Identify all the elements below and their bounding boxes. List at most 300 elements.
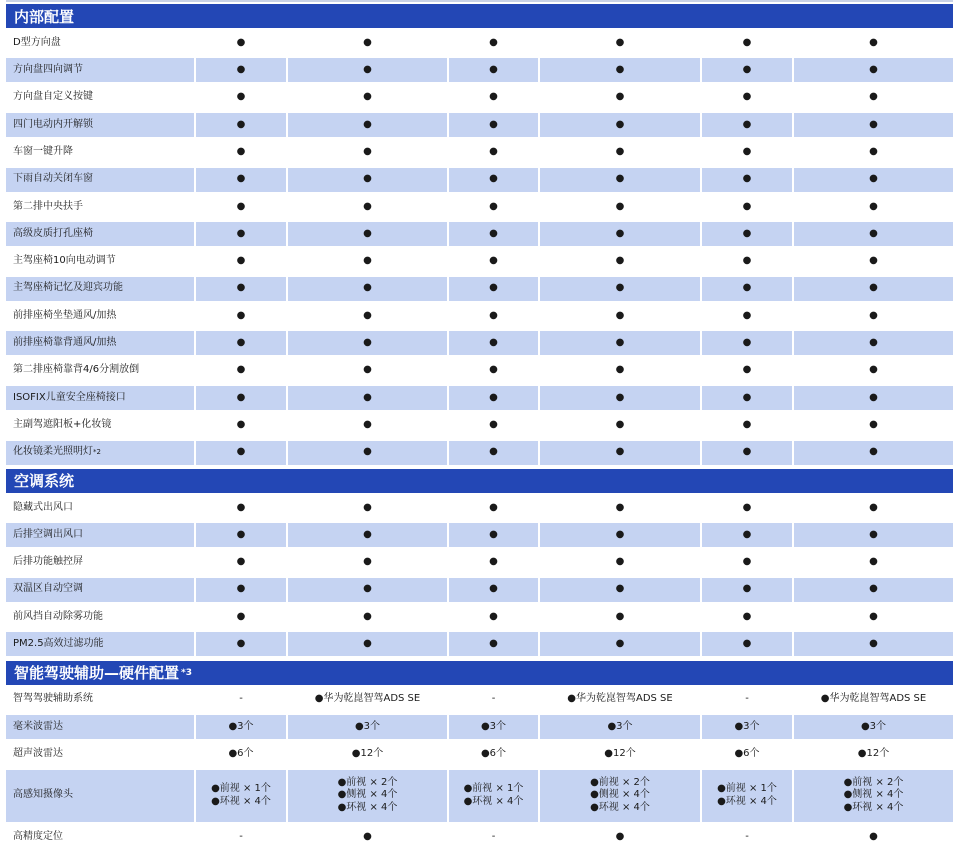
value-cell	[794, 413, 953, 437]
value-cell	[794, 550, 953, 574]
value-text: ●	[363, 638, 372, 650]
value-text: ●	[489, 556, 498, 568]
value-cell	[196, 413, 286, 437]
value-cell	[794, 578, 953, 602]
value-cell	[702, 31, 792, 55]
value-text: ●	[363, 556, 372, 568]
table-row	[6, 331, 953, 355]
value-text: ●	[489, 255, 498, 267]
row-label	[6, 31, 194, 55]
value-text: ●	[869, 391, 878, 403]
value-text: ●环视 × 4个	[211, 795, 271, 807]
value-text: ●侧视 × 4个	[337, 789, 398, 801]
row-label	[6, 140, 194, 164]
value-text: ●	[615, 830, 625, 842]
row-label	[6, 632, 194, 656]
value-text: ●	[869, 227, 878, 239]
value-cell	[540, 86, 700, 110]
value-cell	[540, 195, 700, 219]
value-text: ●前视 × 1个	[463, 783, 524, 794]
row-label	[6, 496, 194, 520]
value-cell	[449, 277, 538, 301]
value-cell	[196, 688, 286, 712]
value-cell	[702, 277, 792, 301]
row-label-text: 车窗一键升降	[13, 145, 73, 157]
value-cell	[288, 304, 447, 328]
value-text: ●	[489, 309, 498, 321]
value-cell	[794, 523, 953, 547]
value-text: ●	[236, 200, 246, 212]
value-cell	[702, 578, 792, 602]
value-cell	[196, 31, 286, 55]
value-cell	[288, 578, 447, 602]
value-cell	[794, 715, 953, 739]
row-label-text: 后排功能触控屏	[13, 556, 83, 568]
value-cell	[794, 386, 953, 410]
value-text: ●	[236, 309, 246, 321]
value-text: ●	[489, 446, 498, 458]
value-cell	[288, 770, 447, 822]
row-label	[6, 825, 194, 849]
value-text: ●前视 × 2个	[590, 776, 650, 788]
value-text: ●	[363, 200, 372, 212]
value-text: ●	[742, 91, 752, 103]
value-text: -	[491, 830, 496, 842]
value-text: ●	[615, 556, 625, 568]
value-text: ●3个	[354, 720, 381, 732]
row-label-text: 后排空调出风口	[13, 528, 83, 540]
value-text: ●	[489, 36, 498, 48]
value-cell	[288, 688, 447, 712]
table-row	[6, 578, 953, 602]
value-cell	[449, 550, 538, 574]
value-cell	[794, 441, 953, 465]
value-cell	[449, 31, 538, 55]
value-cell	[449, 168, 538, 192]
value-cell	[540, 304, 700, 328]
value-text: ●	[615, 528, 625, 540]
value-text: ●	[869, 255, 878, 267]
table-row	[6, 113, 953, 137]
value-cell	[702, 113, 792, 137]
value-cell	[540, 331, 700, 355]
row-label	[6, 86, 194, 110]
row-label	[6, 168, 194, 192]
value-cell	[794, 222, 953, 246]
value-cell	[794, 277, 953, 301]
value-cell	[288, 140, 447, 164]
value-cell	[196, 825, 286, 849]
value-cell	[702, 742, 792, 766]
section-title: 空调系统	[14, 472, 75, 491]
value-text: ●3个	[228, 720, 254, 732]
table-row	[6, 168, 953, 192]
value-text: ●	[742, 309, 752, 321]
value-text: ●	[489, 337, 498, 349]
value-cell	[288, 58, 447, 82]
value-text: ●	[363, 255, 372, 267]
value-cell	[794, 770, 953, 822]
value-cell	[702, 605, 792, 629]
value-cell	[794, 31, 953, 55]
row-label	[6, 441, 194, 465]
value-text: ●6个	[734, 747, 760, 759]
row-label	[6, 742, 194, 766]
row-label	[6, 359, 194, 383]
value-cell	[288, 413, 447, 437]
value-cell	[196, 496, 286, 520]
value-text: ●	[869, 118, 878, 130]
value-text: ●	[869, 556, 878, 568]
row-label	[6, 523, 194, 547]
value-cell	[196, 86, 286, 110]
value-cell	[794, 331, 953, 355]
value-text: ●	[363, 418, 372, 430]
value-text: ●	[236, 638, 246, 650]
value-text: ●	[363, 64, 372, 76]
row-label-text: 第二排座椅靠背4/6分割放倒	[13, 364, 140, 376]
value-text: ●	[489, 528, 498, 540]
value-text: ●	[236, 583, 246, 595]
value-text: ●	[363, 501, 372, 513]
row-label-text: 高精度定位	[13, 830, 63, 842]
value-cell	[449, 688, 538, 712]
table-row	[6, 632, 953, 656]
value-text: -	[745, 693, 749, 705]
value-cell	[288, 605, 447, 629]
value-text: ●	[489, 391, 498, 403]
value-cell	[702, 249, 792, 273]
value-cell	[449, 304, 538, 328]
table-row	[6, 688, 953, 712]
top-divider	[6, 0, 953, 2]
value-cell	[196, 359, 286, 383]
value-cell	[196, 249, 286, 273]
value-cell	[196, 195, 286, 219]
value-text: ●	[869, 282, 878, 294]
value-cell	[702, 496, 792, 520]
row-label-text: 主驾座椅记忆及迎宾功能	[13, 282, 123, 294]
value-cell	[540, 496, 700, 520]
value-cell	[540, 632, 700, 656]
value-text: ●	[236, 145, 246, 157]
value-text: ●	[742, 255, 752, 267]
value-cell	[196, 304, 286, 328]
table-row	[6, 58, 953, 82]
value-text: -	[491, 693, 496, 705]
value-text: ●	[236, 446, 246, 458]
value-text: ●环视 × 4个	[843, 801, 904, 813]
value-cell	[702, 825, 792, 849]
value-cell	[540, 249, 700, 273]
value-cell	[288, 331, 447, 355]
value-cell	[540, 140, 700, 164]
row-label	[6, 715, 194, 739]
value-cell	[288, 496, 447, 520]
row-label-text: PM2.5高效过滤功能	[13, 638, 104, 650]
value-cell	[540, 742, 700, 766]
value-text: ●	[615, 610, 625, 622]
section-title: 内部配置	[14, 7, 75, 26]
value-cell	[794, 632, 953, 656]
value-cell	[196, 605, 286, 629]
value-cell	[702, 86, 792, 110]
value-cell	[288, 86, 447, 110]
row-label	[6, 770, 194, 822]
value-text: ●	[742, 528, 752, 540]
value-cell	[288, 632, 447, 656]
value-text: ●	[363, 173, 372, 185]
value-text: ●	[869, 200, 878, 212]
value-text: ●	[489, 418, 498, 430]
value-text: ●	[363, 91, 372, 103]
value-cell	[702, 550, 792, 574]
value-cell	[196, 113, 286, 137]
value-cell	[540, 715, 700, 739]
value-cell	[288, 386, 447, 410]
value-cell	[540, 441, 700, 465]
row-label	[6, 249, 194, 273]
table-row	[6, 742, 953, 766]
value-cell	[196, 523, 286, 547]
value-text: ●	[363, 227, 372, 239]
value-text: ●	[615, 309, 625, 321]
value-cell	[540, 550, 700, 574]
value-cell	[288, 715, 447, 739]
value-text: ●12个	[857, 747, 890, 759]
value-text: ●华为乾崑智驾ADS SE	[820, 693, 927, 705]
value-cell	[702, 688, 792, 712]
value-cell	[288, 31, 447, 55]
value-text: ●	[869, 501, 878, 513]
section-header	[6, 469, 953, 493]
value-text: ●	[363, 610, 372, 622]
value-text: ●	[489, 64, 498, 76]
value-cell	[702, 770, 792, 822]
value-cell	[702, 441, 792, 465]
value-text: ●	[615, 64, 625, 76]
value-cell	[288, 277, 447, 301]
value-text: ●	[742, 282, 752, 294]
value-cell	[288, 195, 447, 219]
value-cell	[196, 550, 286, 574]
value-text: ●	[615, 446, 625, 458]
row-label-text: 智驾驾驶辅助系统	[13, 693, 93, 705]
value-text: ●	[742, 200, 752, 212]
value-cell	[794, 359, 953, 383]
value-text: ●	[363, 391, 372, 403]
value-text: ●	[363, 583, 372, 595]
table-row	[6, 441, 953, 465]
value-text: ●	[742, 36, 752, 48]
value-text: ●6个	[228, 747, 254, 759]
value-cell	[449, 222, 538, 246]
value-text: ●华为乾崑智驾ADS SE	[314, 693, 421, 705]
value-text: ●	[363, 282, 372, 294]
row-label	[6, 578, 194, 602]
value-cell	[449, 441, 538, 465]
value-text: ●	[869, 337, 878, 349]
value-cell	[540, 413, 700, 437]
row-label-text: 隐藏式出风口	[13, 501, 73, 513]
section-title: 智能驾驶辅助—硬件配置	[14, 664, 180, 683]
table-row	[6, 523, 953, 547]
value-text: ●3个	[480, 720, 507, 732]
row-label-text: 主驾座椅10向电动调节	[13, 255, 116, 267]
value-text: ●前视 × 2个	[843, 776, 904, 788]
value-text: ●	[742, 118, 752, 130]
row-label	[6, 331, 194, 355]
value-text: ●华为乾崑智驾ADS SE	[567, 693, 673, 705]
value-text: ●	[363, 446, 372, 458]
value-text: ●	[236, 528, 246, 540]
value-text: ●	[236, 173, 246, 185]
value-text: ●	[742, 64, 752, 76]
value-cell	[540, 578, 700, 602]
row-label	[6, 413, 194, 437]
value-cell	[288, 222, 447, 246]
value-cell	[449, 742, 538, 766]
table-row	[6, 605, 953, 629]
value-text: ●	[869, 610, 878, 622]
row-label	[6, 277, 194, 301]
value-text: ●	[615, 145, 625, 157]
row-label-text: 第二排中央扶手	[13, 200, 83, 212]
value-cell	[449, 140, 538, 164]
value-cell	[449, 825, 538, 849]
value-cell	[702, 413, 792, 437]
value-text: ●	[869, 446, 878, 458]
value-cell	[794, 58, 953, 82]
value-cell	[449, 605, 538, 629]
value-text: ●	[363, 118, 372, 130]
value-cell	[540, 386, 700, 410]
value-cell	[702, 359, 792, 383]
value-cell	[540, 222, 700, 246]
value-cell	[540, 688, 700, 712]
value-text: ●	[742, 145, 752, 157]
value-text: ●	[489, 501, 498, 513]
value-text: ●12个	[351, 747, 384, 759]
table-row	[6, 496, 953, 520]
value-text: ●	[363, 337, 372, 349]
value-text: ●	[615, 173, 625, 185]
table-row	[6, 304, 953, 328]
value-text: ●	[489, 118, 498, 130]
value-text: ●	[615, 337, 625, 349]
table-row	[6, 31, 953, 55]
value-text: ●	[615, 255, 625, 267]
value-cell	[540, 113, 700, 137]
value-text: ●	[236, 501, 246, 513]
table-row	[6, 386, 953, 410]
row-label-text: 四门电动内开解锁	[13, 118, 93, 130]
value-cell	[449, 359, 538, 383]
value-text: ●6个	[480, 747, 507, 759]
table-row	[6, 277, 953, 301]
row-label-text: 高级皮质打孔座椅	[13, 227, 93, 239]
value-cell	[196, 770, 286, 822]
row-label	[6, 386, 194, 410]
value-cell	[794, 742, 953, 766]
value-cell	[794, 113, 953, 137]
value-text: ●3个	[734, 720, 760, 732]
row-label-text: D型方向盘	[13, 36, 61, 48]
row-label-text: 方向盘自定义按键	[13, 91, 93, 103]
value-text: ●	[236, 227, 246, 239]
row-label-text: 高感知摄像头	[13, 789, 73, 801]
value-cell	[540, 523, 700, 547]
value-cell	[702, 168, 792, 192]
value-text: ●	[615, 227, 625, 239]
value-text: ●3个	[607, 720, 633, 732]
value-text: ●	[869, 36, 878, 48]
value-text: ●	[869, 528, 878, 540]
value-text: ●	[489, 610, 498, 622]
value-text: ●	[869, 91, 878, 103]
table-row	[6, 140, 953, 164]
value-cell	[449, 195, 538, 219]
table-row	[6, 413, 953, 437]
value-text: ●前视 × 1个	[211, 783, 271, 794]
value-text: ●	[236, 364, 246, 376]
value-text: ●	[489, 91, 498, 103]
table-row	[6, 86, 953, 110]
value-text: ●	[615, 418, 625, 430]
value-text: ●	[869, 638, 878, 650]
value-cell	[449, 578, 538, 602]
value-text: ●	[236, 556, 246, 568]
value-text: ●	[742, 227, 752, 239]
row-label	[6, 113, 194, 137]
value-text: ●	[742, 337, 752, 349]
value-text: ●	[363, 145, 372, 157]
value-cell	[794, 605, 953, 629]
value-cell	[540, 605, 700, 629]
value-cell	[288, 249, 447, 273]
value-text: ●	[363, 364, 372, 376]
value-text: ●	[615, 118, 625, 130]
value-text: ●	[869, 309, 878, 321]
value-text: ●	[236, 418, 246, 430]
value-cell	[196, 715, 286, 739]
row-label	[6, 304, 194, 328]
value-cell	[702, 58, 792, 82]
value-text: ●	[363, 36, 372, 48]
value-text: -	[239, 830, 243, 842]
value-cell	[702, 222, 792, 246]
value-text: ●	[742, 418, 752, 430]
value-text: ●	[236, 255, 246, 267]
value-text: ●	[489, 200, 498, 212]
value-cell	[196, 441, 286, 465]
value-text: ●	[236, 91, 246, 103]
value-text: ●	[869, 830, 878, 842]
table-row	[6, 550, 953, 574]
value-cell	[540, 168, 700, 192]
value-cell	[288, 825, 447, 849]
value-text: ●	[236, 64, 246, 76]
value-text: ●	[615, 364, 625, 376]
row-label-text: 前排座椅靠背通风/加热	[13, 337, 117, 349]
value-text: ●	[236, 36, 246, 48]
table-row	[6, 195, 953, 219]
value-text: ●	[489, 227, 498, 239]
row-label-text: ISOFIX儿童安全座椅接口	[13, 391, 126, 403]
value-text: ●环视 × 4个	[590, 801, 650, 813]
value-text: ●	[869, 145, 878, 157]
value-cell	[794, 496, 953, 520]
